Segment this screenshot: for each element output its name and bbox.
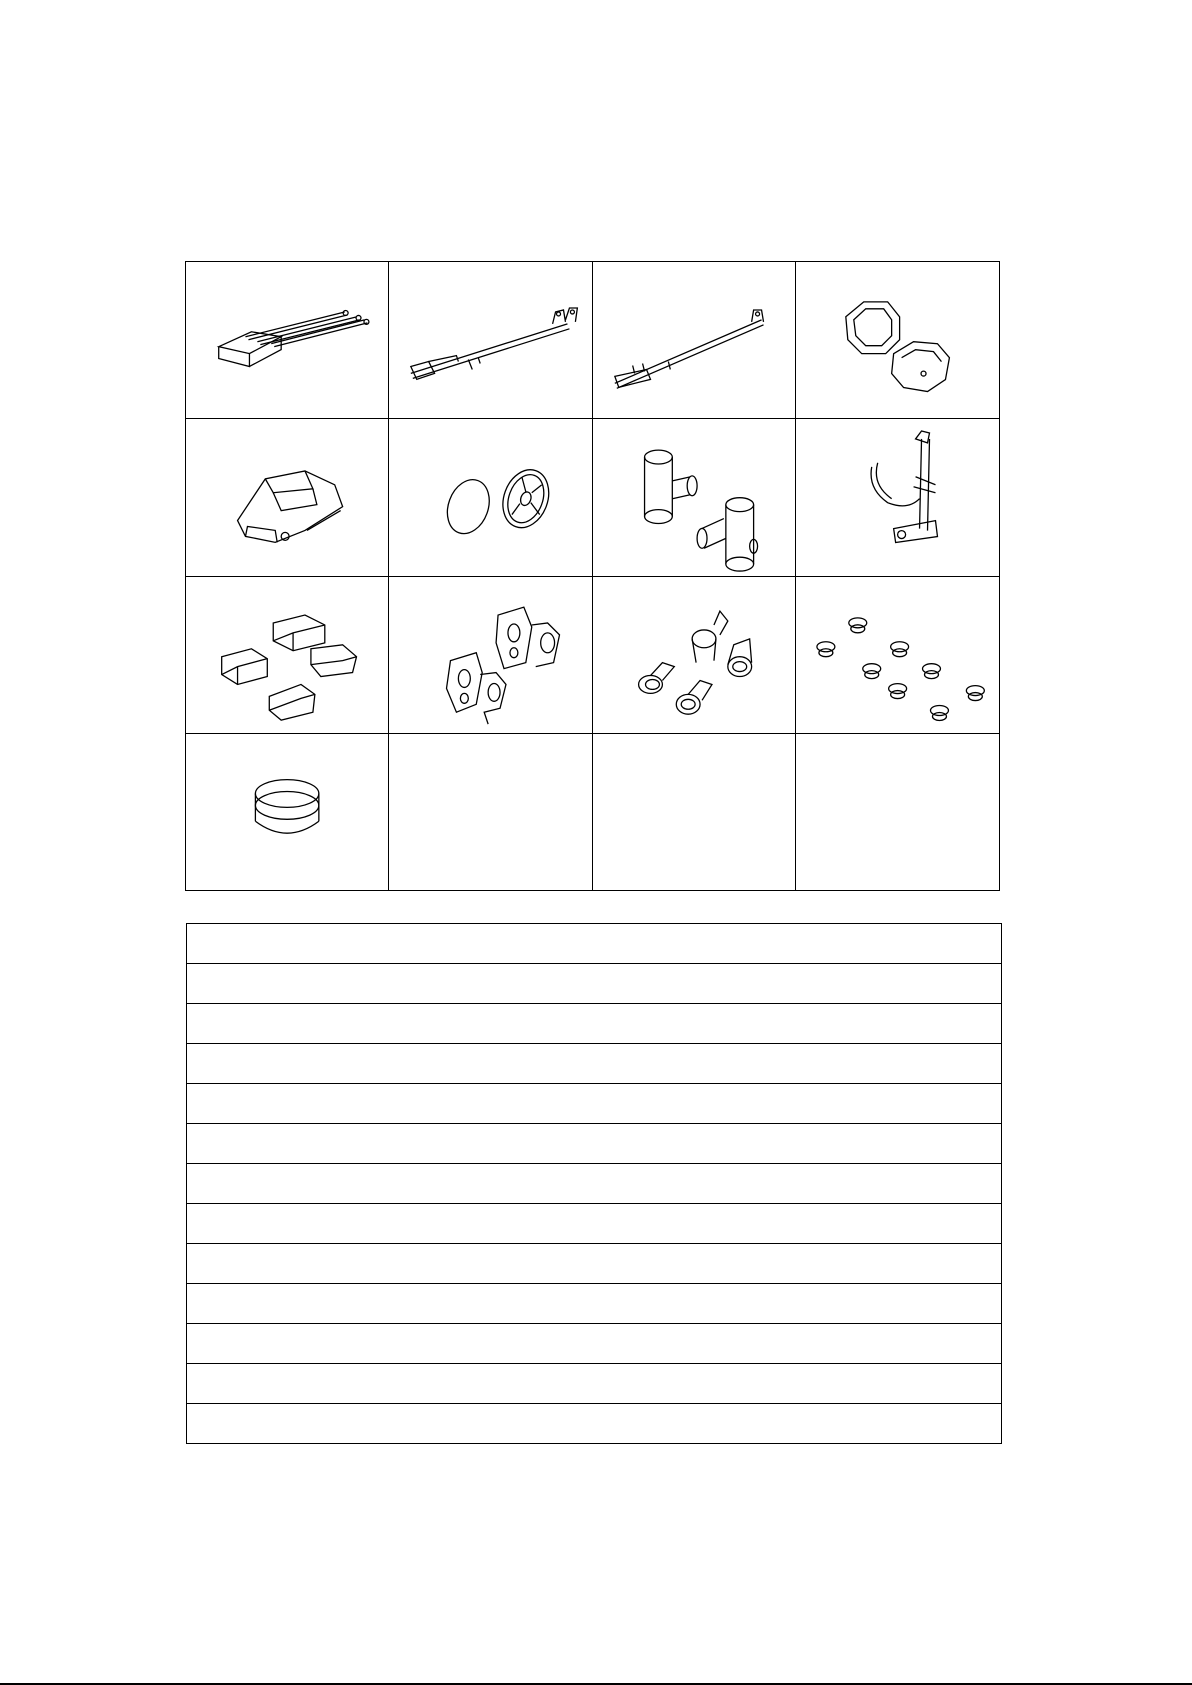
part-cell-14 — [389, 734, 592, 890]
parts-list-table — [186, 923, 1002, 1444]
part-cell-9 — [186, 577, 389, 734]
table-row — [187, 1044, 1001, 1084]
table-row — [187, 1364, 1001, 1404]
rail-frame-icon — [186, 262, 388, 418]
round-foot-icon — [186, 734, 388, 890]
table-row — [187, 1284, 1001, 1324]
parts-grid — [185, 261, 1000, 891]
part-cell-8 — [796, 419, 999, 576]
disc-and-wheel-icon — [389, 419, 591, 575]
part-cell-11 — [593, 577, 796, 734]
table-row — [187, 924, 1001, 964]
table-row — [187, 1324, 1001, 1364]
part-cell-5 — [186, 419, 389, 576]
octagonal-clamp-icon — [796, 262, 999, 418]
hinge-bracket-icon — [389, 577, 591, 733]
end-caps-icon — [186, 577, 388, 733]
part-cell-12 — [796, 577, 999, 734]
table-row — [187, 1404, 1001, 1443]
part-cell-4 — [796, 262, 999, 419]
table-row — [187, 964, 1001, 1004]
long-bar-icon — [389, 262, 591, 418]
table-row — [187, 1124, 1001, 1164]
table-row — [187, 1204, 1001, 1244]
part-cell-3 — [593, 262, 796, 419]
hook-bracket-icon — [796, 419, 999, 575]
tube-clamps-icon — [593, 577, 795, 733]
part-cell-1 — [186, 262, 389, 419]
part-cell-13 — [186, 734, 389, 890]
part-cell-10 — [389, 577, 592, 734]
tube-connector-icon — [593, 419, 795, 575]
cover-cap-icon — [186, 419, 388, 575]
part-cell-2 — [389, 262, 592, 419]
grommets-icon — [796, 577, 999, 733]
part-cell-6 — [389, 419, 592, 576]
table-row — [187, 1004, 1001, 1044]
part-cell-16 — [796, 734, 999, 890]
long-bar-icon — [593, 262, 795, 418]
table-row — [187, 1084, 1001, 1124]
part-cell-15 — [593, 734, 796, 890]
part-cell-7 — [593, 419, 796, 576]
table-row — [187, 1244, 1001, 1284]
table-row — [187, 1164, 1001, 1204]
